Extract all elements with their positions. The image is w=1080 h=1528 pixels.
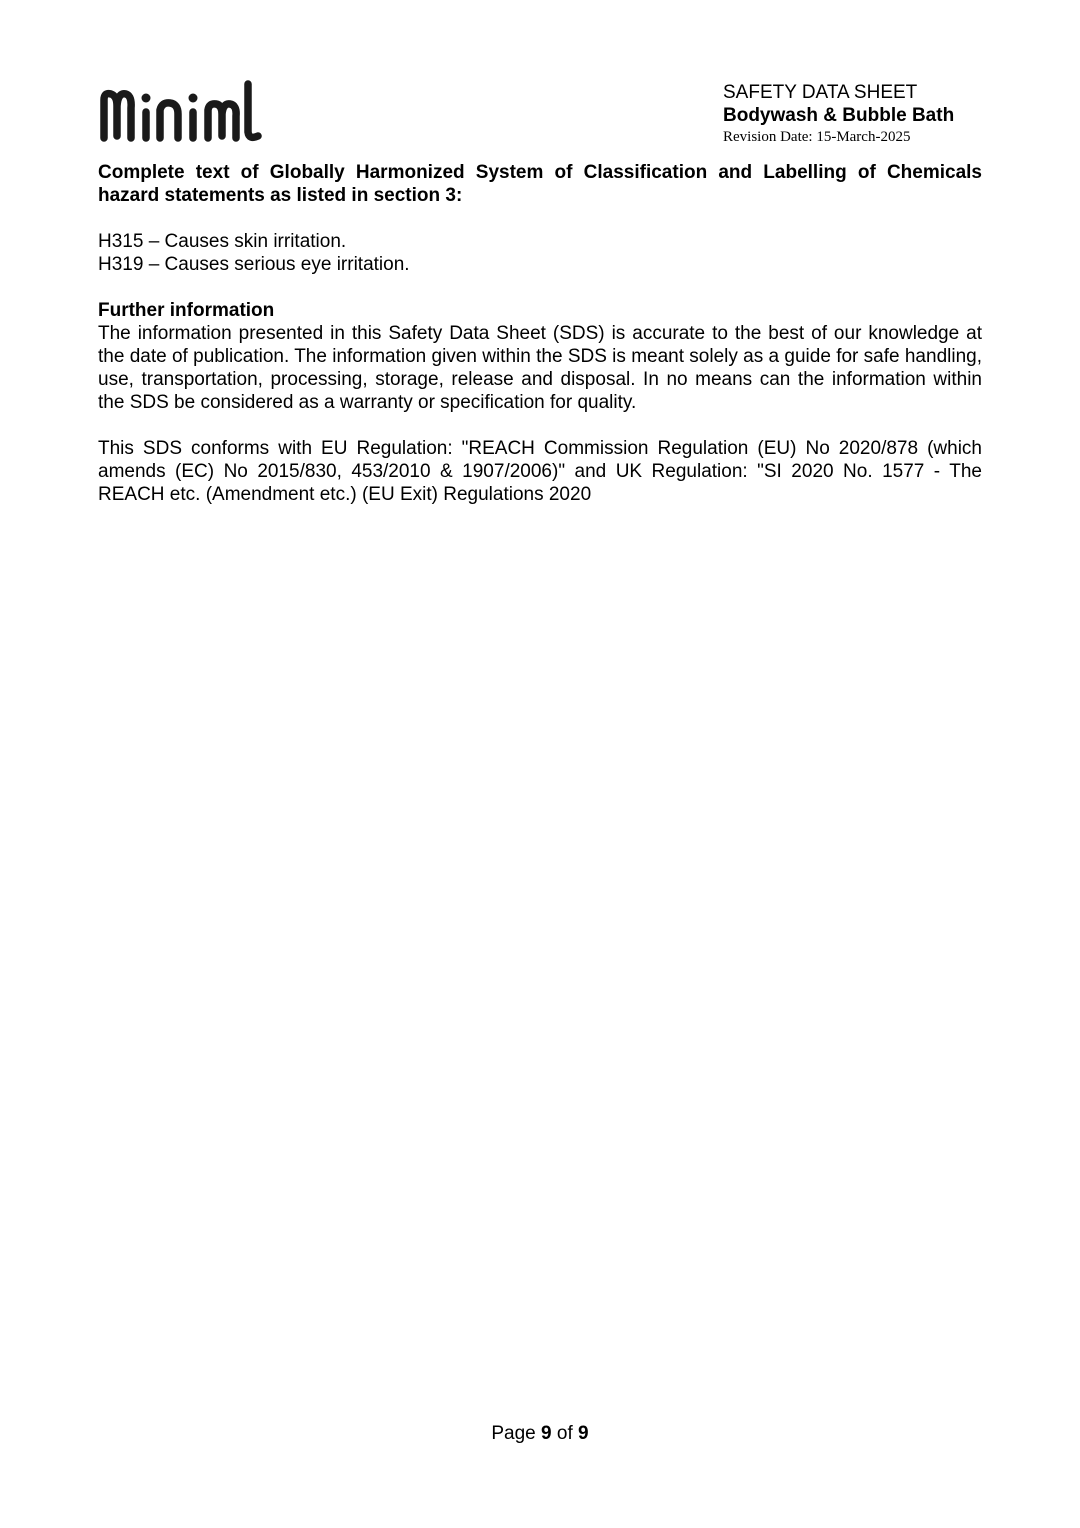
page-word: Page <box>491 1423 536 1444</box>
regulation-paragraph: This SDS conforms with EU Regulation: "REACH Commission Regulation (EU) No 2020/878 (which amends (EC) No 2015/830, 453/2010 & 1907/2006)" and UK Regulation: "SI 2020 No. 1577 - The REACH etc. (Amendment etc.) (EU Exit) Regulations 2020 <box>98 438 982 505</box>
product-name: Bodywash & Bubble Bath <box>723 105 955 126</box>
document-header <box>723 82 1023 146</box>
of-word: of <box>556 1423 573 1444</box>
further-information-paragraph: The information presented in this Safety Data Sheet (SDS) is accurate to the best of our knowledge at the date of publication. The information given within the SDS is meant solely as a guide for safe handling, use, transportation, processing, storage, release and disposal. In no means can the information within the SDS be considered as a warranty or specification for quality. <box>98 323 982 413</box>
further-information-title: Further information <box>98 300 275 321</box>
hazard-statement-h319: H319 – Causes serious eye irritation. <box>98 254 410 275</box>
current-page-number: 9 <box>541 1423 552 1444</box>
total-page-count: 9 <box>578 1423 589 1444</box>
document-type: SAFETY DATA SHEET <box>723 82 918 103</box>
hazard-statement-h315: H315 – Causes skin irritation. <box>98 231 347 252</box>
brand-logo <box>98 76 264 148</box>
section-heading: Complete text of Globally Harmonized System of Classification and Labelling of Chemicals hazard statements as listed in section 3: <box>98 162 982 206</box>
page-footer <box>0 1422 1080 1445</box>
miniml-logo-icon <box>98 76 264 148</box>
revision-date: Revision Date: 15-March-2025 <box>723 129 911 145</box>
document-body <box>98 161 982 506</box>
